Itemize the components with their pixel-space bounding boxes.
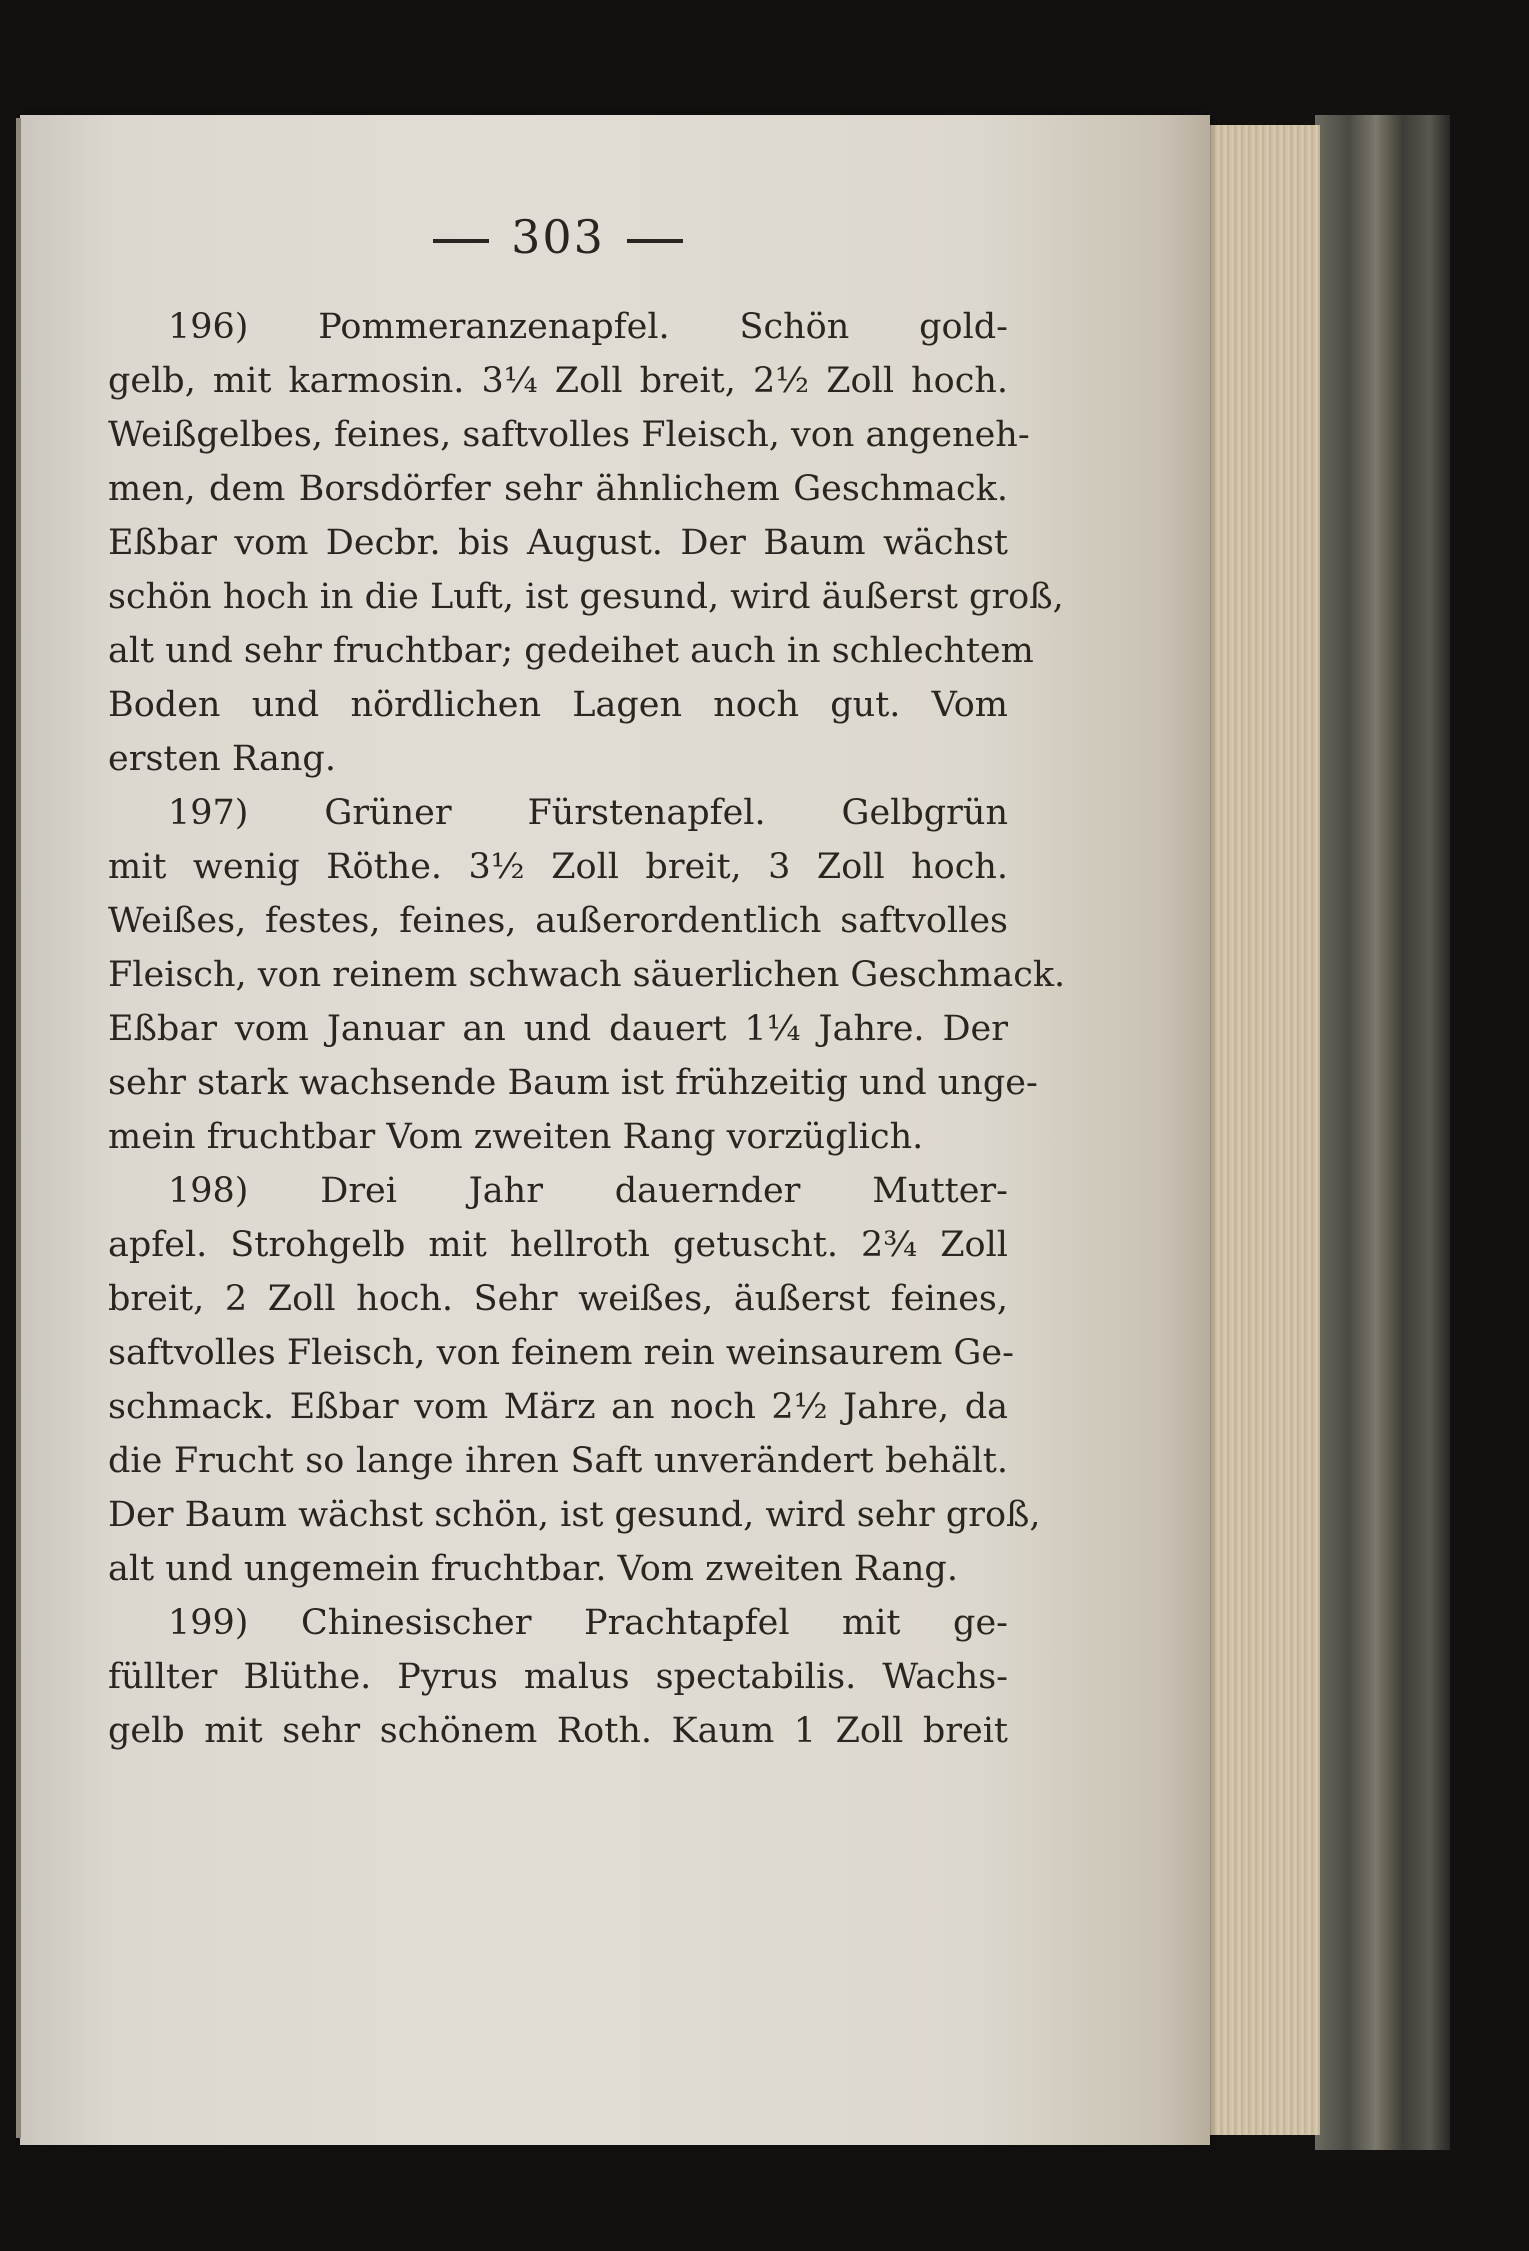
text-line: die Frucht so lange ihren Saft unverändert behält. — [108, 1441, 1008, 1481]
left-page-edge — [16, 118, 21, 2138]
text-line: Eßbar vom Januar an und dauert 1¼ Jahre. Der — [108, 1009, 1008, 1049]
text-line: gelb, mit karmosin. 3¼ Zoll breit, 2½ Zoll hoch. — [108, 361, 1008, 401]
text-line: sehr stark wachsende Baum ist frühzeitig und unge- — [108, 1063, 1038, 1103]
text-lines — [108, 300, 1066, 1758]
text-line: alt und ungemein fruchtbar. Vom zweiten Rang. — [108, 1549, 958, 1589]
text-line: Weißes, festes, feines, außerordentlich saftvolles — [108, 901, 1008, 941]
text-line: 199) Chinesischer Prachtapfel mit ge- — [168, 1603, 1008, 1643]
text-line: saftvolles Fleisch, von feinem rein weinsaurem Ge- — [108, 1333, 1014, 1373]
text-line: gelb mit sehr schönem Roth. Kaum 1 Zoll breit — [108, 1711, 1008, 1751]
text-line: Weißgelbes, feines, saftvolles Fleisch, von angeneh- — [108, 415, 1030, 455]
text-line: breit, 2 Zoll hoch. Sehr weißes, äußerst feines, — [108, 1279, 1008, 1319]
page-block-edges — [1195, 125, 1320, 2135]
text-line: men, dem Borsdörfer sehr ähnlichem Geschmack. — [108, 469, 1008, 509]
header-dash-left — [433, 239, 489, 243]
text-line: 196) Pommeranzenapfel. Schön gold- — [168, 307, 1008, 347]
text-line: Fleisch, von reinem schwach säuerlichen Geschmack. — [108, 955, 1066, 995]
text-line: schön hoch in die Luft, ist gesund, wird äußerst groß, — [108, 577, 1064, 617]
text-line: mein fruchtbar Vom zweiten Rang vorzüglich. — [108, 1117, 924, 1157]
book-cover-edge — [1315, 115, 1450, 2150]
page-number: 303 — [511, 210, 605, 264]
text-line: füllter Blüthe. Pyrus malus spectabilis. Wachs- — [108, 1657, 1008, 1697]
text-line: apfel. Strohgelb mit hellroth getuscht. 2¾ Zoll — [108, 1225, 1008, 1265]
text-line: Eßbar vom Decbr. bis August. Der Baum wächst — [108, 523, 1008, 563]
text-line: schmack. Eßbar vom März an noch 2½ Jahre, da — [108, 1387, 1008, 1427]
text-line: 197) Grüner Fürstenapfel. Gelbgrün — [168, 793, 1008, 833]
text-line: Der Baum wächst schön, ist gesund, wird sehr groß, — [108, 1495, 1041, 1535]
page-header — [108, 210, 1008, 264]
header-dash-right — [627, 239, 683, 243]
text-line: alt und sehr fruchtbar; gedeihet auch in schlechtem — [108, 631, 1034, 671]
page-text — [108, 210, 1066, 1758]
text-line: Boden und nördlichen Lagen noch gut. Vom — [108, 685, 1008, 725]
text-line: ersten Rang. — [108, 739, 336, 779]
text-line: mit wenig Röthe. 3½ Zoll breit, 3 Zoll hoch. — [108, 847, 1008, 887]
text-line: 198) Drei Jahr dauernder Mutter- — [168, 1171, 1008, 1211]
